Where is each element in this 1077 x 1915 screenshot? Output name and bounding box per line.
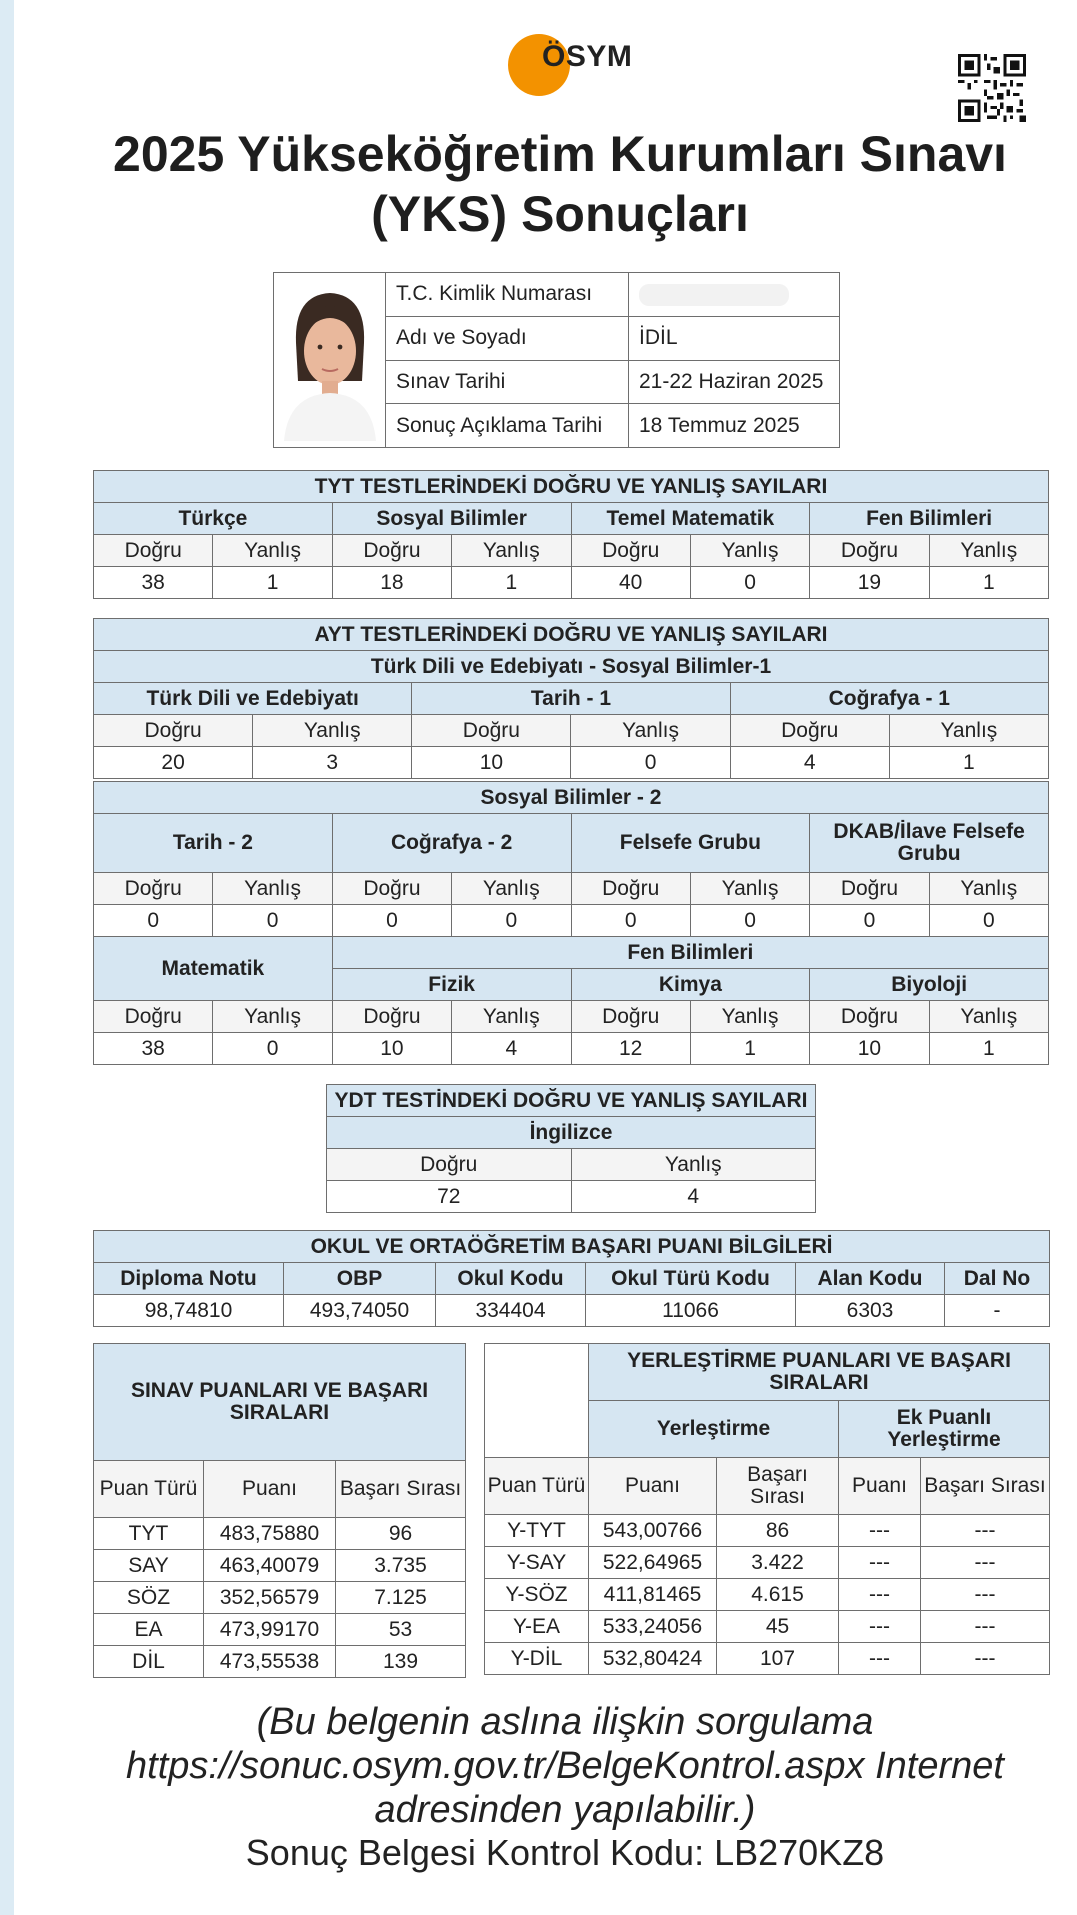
yanlis-header: Yanlış — [929, 873, 1048, 905]
yanlis-header: Yanlış — [571, 1149, 816, 1181]
ayt-table-group1 — [93, 618, 1049, 779]
ayt-subject-cografya1: Coğrafya - 1 — [730, 683, 1048, 715]
dogru-header: Doğru — [810, 873, 929, 905]
placement-score: 411,81465 — [589, 1579, 717, 1611]
placement-type: Y-SÖZ — [485, 1579, 589, 1611]
ayt-biyoloji-yanlis: 1 — [929, 1033, 1048, 1065]
ayt-dkab-yanlis: 0 — [929, 905, 1048, 937]
placement-sub-yerlestirme: Yerleştirme — [589, 1401, 839, 1458]
scores-header-type: Puan Türü — [94, 1461, 204, 1518]
photo-cell — [274, 273, 386, 448]
score-type: SAY — [94, 1550, 204, 1582]
placement-header-ek-rank: Başarı Sırası — [921, 1458, 1050, 1515]
ayt-subject-dkab: DKAB/İlave Felsefe Grubu — [810, 814, 1049, 873]
ayt-felsefe-yanlis: 0 — [690, 905, 809, 937]
redacted-mask — [639, 284, 789, 306]
ayt-subject-fizik: Fizik — [332, 969, 571, 1001]
tyt-turkce-dogru: 38 — [94, 567, 213, 599]
obp-title: OKUL VE ORTAÖĞRETİM BAŞARI PUANI BİLGİLERİ — [94, 1231, 1050, 1263]
name-label: Adı ve Soyadı — [386, 316, 629, 360]
ek-rank: --- — [921, 1515, 1050, 1547]
ydt-yanlis: 4 — [571, 1181, 816, 1213]
obp-table — [93, 1230, 1050, 1327]
yanlis-header: Yanlış — [452, 535, 571, 567]
candidate-info-table — [273, 272, 840, 448]
id-number-value — [629, 273, 840, 317]
qr-code-icon — [958, 54, 1026, 122]
score-type: DİL — [94, 1646, 204, 1678]
score-value: 473,55538 — [204, 1646, 336, 1678]
ek-rank: --- — [921, 1547, 1050, 1579]
dogru-header: Doğru — [94, 1001, 213, 1033]
ek-rank: --- — [921, 1611, 1050, 1643]
yanlis-header: Yanlış — [571, 715, 730, 747]
tyt-subject-sosyal: Sosyal Bilimler — [332, 503, 571, 535]
dogru-header: Doğru — [810, 535, 929, 567]
tyt-fen-dogru: 19 — [810, 567, 929, 599]
dogru-header: Doğru — [327, 1149, 572, 1181]
ayt-subject-edebiyat: Türk Dili ve Edebiyatı — [94, 683, 412, 715]
placement-header-rank: Başarı Sırası — [717, 1458, 839, 1515]
obp-header-okul-turu: Okul Türü Kodu — [586, 1263, 796, 1295]
score-rank: 7.125 — [336, 1582, 466, 1614]
yanlis-header: Yanlış — [929, 1001, 1048, 1033]
tyt-subject-turkce: Türkçe — [94, 503, 333, 535]
obp-value-obp: 493,74050 — [284, 1295, 436, 1327]
control-code: Sonuç Belgesi Kontrol Kodu: LB270KZ8 — [245, 1832, 885, 1873]
yanlis-header: Yanlış — [690, 873, 809, 905]
osym-logo — [508, 34, 638, 98]
score-type: EA — [94, 1614, 204, 1646]
title-line-1: 2025 Yükseköğretim Kurumları Sınavı — [113, 126, 1007, 182]
ayt-fizik-yanlis: 4 — [452, 1033, 571, 1065]
left-edge-strip — [0, 0, 14, 1915]
placement-header-ek-score: Puanı — [839, 1458, 921, 1515]
ayt-felsefe-dogru: 0 — [571, 905, 690, 937]
ayt-group1-title: Türk Dili ve Edebiyatı - Sosyal Bilimler-1 — [94, 651, 1049, 683]
ayt-fizik-dogru: 10 — [332, 1033, 451, 1065]
ayt-subject-matematik: Matematik — [94, 937, 333, 1001]
ydt-table — [326, 1084, 816, 1213]
ek-score: --- — [839, 1547, 921, 1579]
obp-header-alan-kodu: Alan Kodu — [796, 1263, 945, 1295]
tyt-matematik-dogru: 40 — [571, 567, 690, 599]
ayt-matematik-yanlis: 0 — [213, 1033, 332, 1065]
obp-header-okul-kodu: Okul Kodu — [436, 1263, 586, 1295]
yanlis-header: Yanlış — [690, 1001, 809, 1033]
yanlis-header: Yanlış — [929, 535, 1048, 567]
tyt-turkce-yanlis: 1 — [213, 567, 332, 599]
scores-header-score: Puanı — [204, 1461, 336, 1518]
verification-note: (Bu belgenin aslına ilişkin sorgulama https://sonuc.osym.gov.tr/BelgeKontrol.aspx Internet adresinden yapılabilir.) — [126, 1701, 1004, 1831]
placement-type: Y-EA — [485, 1611, 589, 1643]
yanlis-header: Yanlış — [213, 535, 332, 567]
ayt-biyoloji-dogru: 10 — [810, 1033, 929, 1065]
placement-type: Y-SAY — [485, 1547, 589, 1579]
placement-blank-cell — [485, 1344, 589, 1458]
dogru-header: Doğru — [571, 535, 690, 567]
tyt-table — [93, 470, 1049, 599]
obp-value-alan-kodu: 6303 — [796, 1295, 945, 1327]
logo-text: ÖSYM — [542, 40, 633, 73]
yanlis-header: Yanlış — [213, 1001, 332, 1033]
placement-type: Y-DİL — [485, 1643, 589, 1675]
candidate-photo — [274, 273, 385, 441]
placement-header-score: Puanı — [589, 1458, 717, 1515]
ayt-cografya2-yanlis: 0 — [452, 905, 571, 937]
tyt-title: TYT TESTLERİNDEKİ DOĞRU VE YANLIŞ SAYILARI — [94, 471, 1049, 503]
ayt-title: AYT TESTLERİNDEKİ DOĞRU VE YANLIŞ SAYILARI — [94, 619, 1049, 651]
page-title — [80, 124, 1040, 244]
placement-score: 543,00766 — [589, 1515, 717, 1547]
score-value: 473,99170 — [204, 1614, 336, 1646]
ek-score: --- — [839, 1515, 921, 1547]
yanlis-header: Yanlış — [889, 715, 1048, 747]
dogru-header: Doğru — [332, 535, 451, 567]
ayt-subject-felsefe: Felsefe Grubu — [571, 814, 810, 873]
exam-scores-title: SINAV PUANLARI VE BAŞARI SIRALARI — [94, 1344, 466, 1461]
tyt-fen-yanlis: 1 — [929, 567, 1048, 599]
score-rank: 3.735 — [336, 1550, 466, 1582]
yanlis-header: Yanlış — [690, 535, 809, 567]
dogru-header: Doğru — [730, 715, 889, 747]
obp-value-dal-no: - — [945, 1295, 1050, 1327]
placement-rank: 4.615 — [717, 1579, 839, 1611]
placement-rank: 107 — [717, 1643, 839, 1675]
score-value: 483,75880 — [204, 1518, 336, 1550]
name-value: İDİL — [629, 316, 840, 360]
ayt-tarih2-yanlis: 0 — [213, 905, 332, 937]
dogru-header: Doğru — [810, 1001, 929, 1033]
ayt-tarih1-dogru: 10 — [412, 747, 571, 779]
ayt-subject-tarih1: Tarih - 1 — [412, 683, 730, 715]
yanlis-header: Yanlış — [253, 715, 412, 747]
dogru-header: Doğru — [571, 873, 690, 905]
placement-scores-table — [484, 1343, 1050, 1675]
score-rank: 139 — [336, 1646, 466, 1678]
ayt-fen-title: Fen Bilimleri — [332, 937, 1048, 969]
placement-score: 522,64965 — [589, 1547, 717, 1579]
ek-rank: --- — [921, 1579, 1050, 1611]
ayt-kimya-dogru: 12 — [571, 1033, 690, 1065]
dogru-header: Doğru — [332, 873, 451, 905]
id-number-label: T.C. Kimlik Numarası — [386, 273, 629, 317]
scores-header-rank: Başarı Sırası — [336, 1461, 466, 1518]
obp-value-okul-turu: 11066 — [586, 1295, 796, 1327]
dogru-header: Doğru — [94, 715, 253, 747]
score-value: 463,40079 — [204, 1550, 336, 1582]
exam-date-label: Sınav Tarihi — [386, 360, 629, 404]
tyt-sosyal-dogru: 18 — [332, 567, 451, 599]
ydt-dogru: 72 — [327, 1181, 572, 1213]
score-type: SÖZ — [94, 1582, 204, 1614]
placement-score: 532,80424 — [589, 1643, 717, 1675]
score-value: 352,56579 — [204, 1582, 336, 1614]
score-type: TYT — [94, 1518, 204, 1550]
ayt-subject-biyoloji: Biyoloji — [810, 969, 1049, 1001]
ek-score: --- — [839, 1611, 921, 1643]
result-date-label: Sonuç Açıklama Tarihi — [386, 404, 629, 448]
ek-score: --- — [839, 1643, 921, 1675]
ayt-dkab-dogru: 0 — [810, 905, 929, 937]
obp-header-diploma: Diploma Notu — [94, 1263, 284, 1295]
obp-header-dal-no: Dal No — [945, 1263, 1050, 1295]
placement-type: Y-TYT — [485, 1515, 589, 1547]
ayt-table-group2 — [93, 781, 1049, 1065]
placement-rank: 3.422 — [717, 1547, 839, 1579]
obp-header-obp: OBP — [284, 1263, 436, 1295]
ek-score: --- — [839, 1579, 921, 1611]
placement-sub-ek-puanli: Ek Puanlı Yerleştirme — [839, 1401, 1050, 1458]
placement-rank: 86 — [717, 1515, 839, 1547]
yanlis-header: Yanlış — [452, 873, 571, 905]
ayt-kimya-yanlis: 1 — [690, 1033, 809, 1065]
yanlis-header: Yanlış — [213, 873, 332, 905]
ayt-edebiyat-yanlis: 3 — [253, 747, 412, 779]
ayt-edebiyat-dogru: 20 — [94, 747, 253, 779]
placement-rank: 45 — [717, 1611, 839, 1643]
ydt-subject-ingilizce: İngilizce — [327, 1117, 816, 1149]
placement-header-type: Puan Türü — [485, 1458, 589, 1515]
tyt-subject-fen: Fen Bilimleri — [810, 503, 1049, 535]
yanlis-header: Yanlış — [452, 1001, 571, 1033]
ayt-tarih1-yanlis: 0 — [571, 747, 730, 779]
ayt-matematik-dogru: 38 — [94, 1033, 213, 1065]
obp-value-okul-kodu: 334404 — [436, 1295, 586, 1327]
ayt-subject-tarih2: Tarih - 2 — [94, 814, 333, 873]
score-rank: 53 — [336, 1614, 466, 1646]
ayt-subject-cografya2: Coğrafya - 2 — [332, 814, 571, 873]
dogru-header: Doğru — [94, 535, 213, 567]
ayt-cografya1-dogru: 4 — [730, 747, 889, 779]
tyt-subject-matematik: Temel Matematik — [571, 503, 810, 535]
ayt-cografya1-yanlis: 1 — [889, 747, 1048, 779]
tyt-sosyal-yanlis: 1 — [452, 567, 571, 599]
ayt-group2-title: Sosyal Bilimler - 2 — [94, 782, 1049, 814]
exam-date-value: 21-22 Haziran 2025 — [629, 360, 840, 404]
score-rank: 96 — [336, 1518, 466, 1550]
tyt-matematik-yanlis: 0 — [690, 567, 809, 599]
title-line-2: (YKS) Sonuçları — [371, 186, 749, 242]
obp-value-diploma: 98,74810 — [94, 1295, 284, 1327]
result-date-value: 18 Temmuz 2025 — [629, 404, 840, 448]
dogru-header: Doğru — [412, 715, 571, 747]
placement-score: 533,24056 — [589, 1611, 717, 1643]
dogru-header: Doğru — [571, 1001, 690, 1033]
dogru-header: Doğru — [94, 873, 213, 905]
ydt-title: YDT TESTİNDEKİ DOĞRU VE YANLIŞ SAYILARI — [327, 1085, 816, 1117]
placement-title: YERLEŞTİRME PUANLARI VE BAŞARI SIRALARI — [589, 1344, 1050, 1401]
ayt-subject-kimya: Kimya — [571, 969, 810, 1001]
exam-scores-table — [93, 1343, 466, 1678]
ayt-cografya2-dogru: 0 — [332, 905, 451, 937]
ek-rank: --- — [921, 1643, 1050, 1675]
ayt-tarih2-dogru: 0 — [94, 905, 213, 937]
dogru-header: Doğru — [332, 1001, 451, 1033]
